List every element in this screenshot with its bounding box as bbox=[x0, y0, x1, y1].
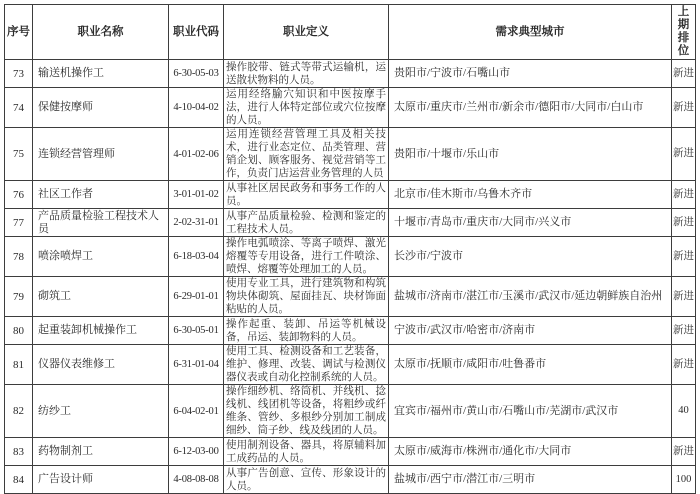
cell-serial: 83 bbox=[5, 438, 33, 466]
cell-definition: 操作胶带、链式等带式运输机，运送散状物料的人员。 bbox=[224, 60, 389, 88]
cell-code: 6-30-05-03 bbox=[169, 60, 224, 88]
cell-definition: 运用经络腧穴知识和中医按摩手法，进行人体特定部位或穴位按摩的人员。 bbox=[224, 88, 389, 128]
cell-serial: 80 bbox=[5, 317, 33, 345]
cell-code: 4-10-04-02 bbox=[169, 88, 224, 128]
cell-code: 3-01-01-02 bbox=[169, 181, 224, 209]
cell-name: 社区工作者 bbox=[33, 181, 169, 209]
cell-serial: 84 bbox=[5, 466, 33, 494]
cell-definition: 使用制剂设备、器具，将原辅料加工成药品的人员。 bbox=[224, 438, 389, 466]
cell-name: 喷涂喷焊工 bbox=[33, 237, 169, 277]
cell-cities: 宁波市/武汉市/哈密市/济南市 bbox=[389, 317, 672, 345]
header-occupation-name: 职业名称 bbox=[33, 5, 169, 60]
cell-serial: 82 bbox=[5, 385, 33, 438]
header-occupation-definition: 职业定义 bbox=[224, 5, 389, 60]
table-row bbox=[5, 438, 696, 466]
cell-rank: 100 bbox=[672, 466, 696, 494]
cell-cities: 十堰市/青岛市/重庆市/大同市/兴义市 bbox=[389, 209, 672, 237]
cell-rank: 新进 bbox=[672, 277, 696, 317]
cell-serial: 76 bbox=[5, 181, 33, 209]
cell-definition: 运用连锁经营管理工具及相关技术，进行业态定位、品类管理、营销企划、顾客服务、视觉营销等工作，负责门店运营业务管理的人员 bbox=[224, 128, 389, 181]
cell-cities: 长沙市/宁波市 bbox=[389, 237, 672, 277]
cell-rank: 新进 bbox=[672, 128, 696, 181]
cell-rank: 40 bbox=[672, 385, 696, 438]
cell-cities: 太原市/威海市/株洲市/通化市/大同市 bbox=[389, 438, 672, 466]
table-row bbox=[5, 345, 696, 385]
cell-name: 仪器仪表维修工 bbox=[33, 345, 169, 385]
table-row bbox=[5, 88, 696, 128]
cell-cities: 盐城市/西宁市/潜江市/三明市 bbox=[389, 466, 672, 494]
header-occupation-code: 职业代码 bbox=[169, 5, 224, 60]
cell-code: 6-04-02-01 bbox=[169, 385, 224, 438]
cell-name: 输送机操作工 bbox=[33, 60, 169, 88]
cell-serial: 74 bbox=[5, 88, 33, 128]
cell-serial: 73 bbox=[5, 60, 33, 88]
cell-rank: 新进 bbox=[672, 88, 696, 128]
cell-definition: 使用工具、检测设备和工艺装备，维护、修理、改装、调试与检测仪器仪表或自动化控制系统的人员。 bbox=[224, 345, 389, 385]
header-demand-cities: 需求典型城市 bbox=[389, 5, 672, 60]
cell-serial: 81 bbox=[5, 345, 33, 385]
cell-definition: 从事社区居民政务和事务工作的人员。 bbox=[224, 181, 389, 209]
cell-name: 连锁经营管理师 bbox=[33, 128, 169, 181]
cell-rank: 新进 bbox=[672, 60, 696, 88]
cell-name: 药物制剂工 bbox=[33, 438, 169, 466]
cell-rank: 新进 bbox=[672, 438, 696, 466]
cell-serial: 77 bbox=[5, 209, 33, 237]
cell-name: 纺纱工 bbox=[33, 385, 169, 438]
cell-cities: 盐城市/济南市/湛江市/玉溪市/武汉市/延边朝鲜族自治州 bbox=[389, 277, 672, 317]
cell-code: 2-02-31-01 bbox=[169, 209, 224, 237]
header-previous-rank: 上期排位 bbox=[672, 5, 696, 60]
cell-definition: 从事产品质量检验、检测和鉴定的工程技术人员。 bbox=[224, 209, 389, 237]
cell-rank: 新进 bbox=[672, 237, 696, 277]
cell-definition: 操作细纱机、络筒机、并线机、捻线机、线团机等设备，将粗纱或纤维条、管纱、多根纱分别加工制成细纱、筒子纱、线及线团的人员。 bbox=[224, 385, 389, 438]
table-row bbox=[5, 277, 696, 317]
cell-serial: 75 bbox=[5, 128, 33, 181]
cell-name: 产品质量检验工程技术人员 bbox=[33, 209, 169, 237]
cell-definition: 操作电弧喷涂、等离子喷焊、激光熔覆等专用设备，进行工件喷涂、喷焊、熔覆等处理加工的人员。 bbox=[224, 237, 389, 277]
table-row bbox=[5, 237, 696, 277]
occupation-ranking-table bbox=[4, 4, 696, 494]
cell-cities: 北京市/佳木斯市/乌鲁木齐市 bbox=[389, 181, 672, 209]
cell-name: 砌筑工 bbox=[33, 277, 169, 317]
table-row bbox=[5, 466, 696, 494]
cell-code: 6-18-03-04 bbox=[169, 237, 224, 277]
table-row bbox=[5, 60, 696, 88]
cell-cities: 太原市/重庆市/兰州市/新余市/德阳市/大同市/白山市 bbox=[389, 88, 672, 128]
cell-code: 6-30-05-01 bbox=[169, 317, 224, 345]
cell-name: 保健按摩师 bbox=[33, 88, 169, 128]
cell-code: 4-08-08-08 bbox=[169, 466, 224, 494]
cell-code: 6-29-01-01 bbox=[169, 277, 224, 317]
cell-code: 6-12-03-00 bbox=[169, 438, 224, 466]
cell-code: 6-31-01-04 bbox=[169, 345, 224, 385]
table-row bbox=[5, 385, 696, 438]
cell-rank: 新进 bbox=[672, 209, 696, 237]
header-serial-number: 序号 bbox=[5, 5, 33, 60]
cell-cities: 宜宾市/福州市/黄山市/石嘴山市/芜湖市/武汉市 bbox=[389, 385, 672, 438]
table-row bbox=[5, 209, 696, 237]
cell-definition: 使用专业工具，进行建筑物和构筑物块体砌筑、屋面挂瓦、块材饰面粘贴的人员。 bbox=[224, 277, 389, 317]
cell-name: 广告设计师 bbox=[33, 466, 169, 494]
cell-rank: 新进 bbox=[672, 317, 696, 345]
cell-definition: 从事广告创意、宣传、形象设计的人员。 bbox=[224, 466, 389, 494]
cell-serial: 79 bbox=[5, 277, 33, 317]
table-row bbox=[5, 317, 696, 345]
cell-cities: 太原市/抚顺市/咸阳市/吐鲁番市 bbox=[389, 345, 672, 385]
cell-rank: 新进 bbox=[672, 181, 696, 209]
table-header-row bbox=[5, 5, 696, 60]
table-row bbox=[5, 181, 696, 209]
cell-rank: 新进 bbox=[672, 345, 696, 385]
cell-serial: 78 bbox=[5, 237, 33, 277]
cell-name: 起重装卸机械操作工 bbox=[33, 317, 169, 345]
cell-definition: 操作起重、装卸、吊运等机械设备，吊运、装卸物料的人员。 bbox=[224, 317, 389, 345]
cell-cities: 贵阳市/十堰市/乐山市 bbox=[389, 128, 672, 181]
cell-code: 4-01-02-06 bbox=[169, 128, 224, 181]
cell-cities: 贵阳市/宁波市/石嘴山市 bbox=[389, 60, 672, 88]
table-row bbox=[5, 128, 696, 181]
